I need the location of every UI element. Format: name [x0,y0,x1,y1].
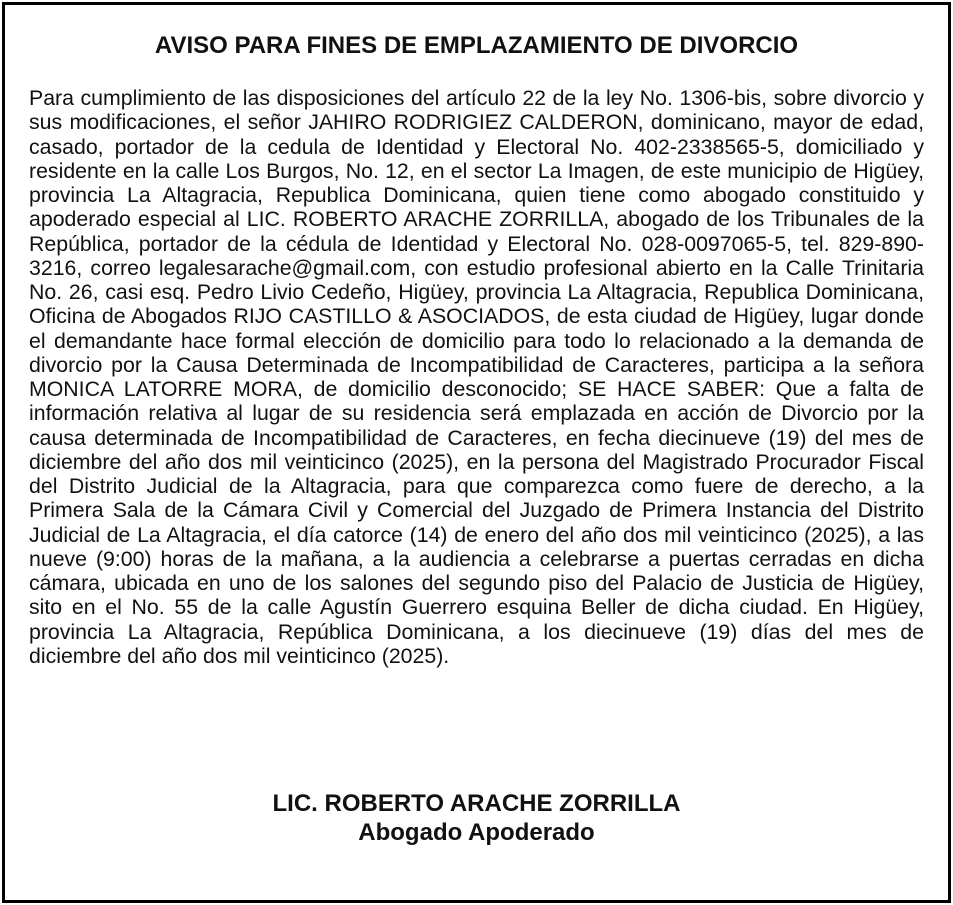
legal-notice-box [2,2,951,903]
signature-block [5,789,948,847]
notice-body-paragraph: Para cumplimiento de las disposiciones del artículo 22 de la ley No. 1306-bis, sobre divorcio y sus modificaciones, el señor JAHIRO RODRIGIEZ CALDERON, dominicano, mayor de edad, casado, portador de la cedula de Identidad y Electoral No. 402-2338565-5, domiciliado y residente en la calle Los Burgos, No. 12, en el sector La Imagen, de este municipio de Higüey, provincia La Altagracia, Republica Dominicana, quien tiene como abogado constituido y apoderado especial al LIC. ROBERTO ARACHE ZORRILLA, abogado de los Tribunales de la República, portador de la cédula de Identidad y Electoral No. 028-0097065-5, tel. 829-890-3216, correo legalesarache@gmail.com, con estudio profesional abierto en la Calle Trinitaria No. 26, casi esq. Pedro Livio Cedeño, Higüey, provincia La Altagracia, Republica Dominicana, Oficina de Abogados RIJO CASTILLO & ASOCIADOS, de esta ciudad de Higüey, lugar donde el demandante hace formal elección de domicilio para todo lo relacionado a la demanda de divorcio por la Causa Determinada de Incompatibilidad de Caracteres, participa a la señora MONICA LATORRE MORA, de domicilio desconocido; SE HACE SABER: Que a falta de información relativa al lugar de su residencia será emplazada en acción de Divorcio por la causa determinada de Incompatibilidad de Caracteres, en fecha diecinueve (19) del mes de diciembre del año dos mil veinticinco (2025), en la persona del Magistrado Procurador Fiscal del Distrito Judicial de la Altagracia, para que comparezca como fuere de derecho, a la Primera Sala de la Cámara Civil y Comercial del Juzgado de Primera Instancia del Distrito Judicial de La Altagracia, el día catorce (14) de enero del año dos mil veinticinco (2025), a las nueve (9:00) horas de la mañana, a la audiencia a celebrarse a puertas cerradas en dicha cámara, ubicada en uno de los salones del segundo piso del Palacio de Justicia de Higüey, sito en el No. 55 de la calle Agustín Guerrero esquina Beller de dicha ciudad. En Higüey, provincia La Altagracia, República Dominicana, a los diecinueve (19) días del mes de diciembre del año dos mil veinticinco (2025). [29,86,924,668]
notice-title: AVISO PARA FINES DE EMPLAZAMIENTO DE DIVORCIO [154,32,799,59]
signature-role: Abogado Apoderado [358,819,595,846]
signature-name: LIC. ROBERTO ARACHE ZORRILLA [272,790,681,817]
